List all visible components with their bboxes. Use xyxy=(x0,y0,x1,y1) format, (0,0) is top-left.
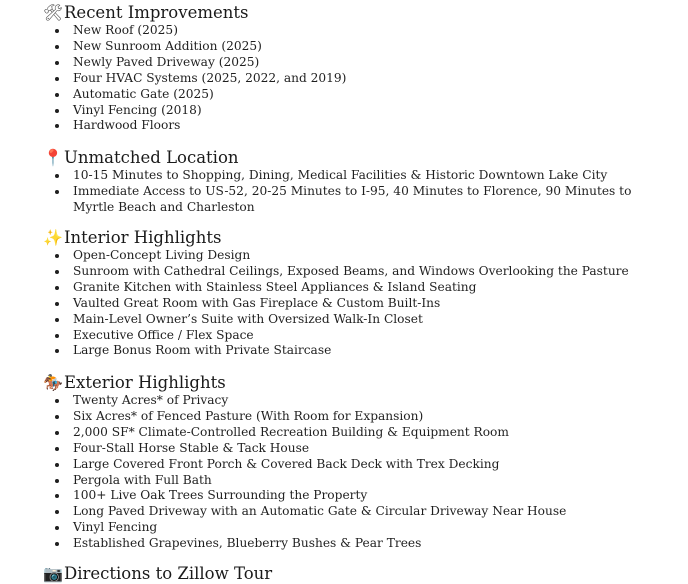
list-item: Newly Paved Driveway (2025) xyxy=(42,55,680,71)
section-exterior-highlights xyxy=(42,373,680,552)
list-item: Immediate Access to US-52, 20-25 Minutes to I-95, 40 Minutes to Florence, 90 Minutes to Myrtle Beach and Charleston xyxy=(42,184,680,216)
bullet-list xyxy=(42,248,680,359)
list-item: Main-Level Owner’s Suite with Oversized Walk-In Closet xyxy=(42,312,680,328)
list-item: Vinyl Fencing xyxy=(42,520,680,536)
list-item: Open-Concept Living Design xyxy=(42,248,680,264)
list-item: Executive Office / Flex Space xyxy=(42,328,680,344)
section-title: Unmatched Location xyxy=(64,148,239,167)
section-heading xyxy=(42,3,680,23)
section-title: Interior Highlights xyxy=(64,228,222,247)
list-item: Twenty Acres* of Privacy xyxy=(42,393,680,409)
list-item: Sunroom with Cathedral Ceilings, Exposed Beams, and Windows Overlooking the Pasture xyxy=(42,264,680,280)
list-item: Established Grapevines, Blueberry Bushes & Pear Trees xyxy=(42,536,680,552)
camera-icon: 📷 xyxy=(43,564,63,583)
section-title: Directions to Zillow Tour xyxy=(64,564,273,583)
list-item: Pergola with Full Bath xyxy=(42,473,680,489)
location-pin-icon: 📍 xyxy=(43,148,63,167)
section-heading xyxy=(42,148,680,168)
list-item: New Roof (2025) xyxy=(42,23,680,39)
section-heading xyxy=(42,373,680,393)
section-title: Recent Improvements xyxy=(64,3,249,22)
bullet-list xyxy=(42,23,680,134)
section-heading xyxy=(42,564,680,584)
list-item: Vaulted Great Room with Gas Fireplace & Custom Built-Ins xyxy=(42,296,680,312)
list-item: 10-15 Minutes to Shopping, Dining, Medical Facilities & Historic Downtown Lake City xyxy=(42,168,680,184)
list-item: Large Covered Front Porch & Covered Back Deck with Trex Decking xyxy=(42,457,680,473)
section-directions xyxy=(42,564,680,584)
bullet-list xyxy=(42,168,680,216)
bullet-list xyxy=(42,393,680,552)
list-item: Automatic Gate (2025) xyxy=(42,87,680,103)
list-item: 100+ Live Oak Trees Surrounding the Property xyxy=(42,488,680,504)
hammer-wrench-icon: 🛠 xyxy=(42,3,64,22)
list-item: Large Bonus Room with Private Staircase xyxy=(42,343,680,359)
list-item: Granite Kitchen with Stainless Steel Appliances & Island Seating xyxy=(42,280,680,296)
list-item: Six Acres* of Fenced Pasture (With Room for Expansion) xyxy=(42,409,680,425)
list-item: Hardwood Floors xyxy=(42,118,680,134)
list-item: 2,000 SF* Climate-Controlled Recreation Building & Equipment Room xyxy=(42,425,680,441)
list-item: Four-Stall Horse Stable & Tack House xyxy=(42,441,680,457)
section-recent-improvements xyxy=(42,3,680,134)
section-interior-highlights xyxy=(42,228,680,359)
list-item: Vinyl Fencing (2018) xyxy=(42,103,680,119)
sparkles-icon: ✨ xyxy=(43,228,63,247)
list-item: Long Paved Driveway with an Automatic Gate & Circular Driveway Near House xyxy=(42,504,680,520)
horse-racing-icon: 🏇 xyxy=(43,373,63,392)
section-unmatched-location xyxy=(42,148,680,216)
list-item: Four HVAC Systems (2025, 2022, and 2019) xyxy=(42,71,680,87)
section-title: Exterior Highlights xyxy=(64,373,226,392)
section-heading xyxy=(42,228,680,248)
list-item: New Sunroom Addition (2025) xyxy=(42,39,680,55)
